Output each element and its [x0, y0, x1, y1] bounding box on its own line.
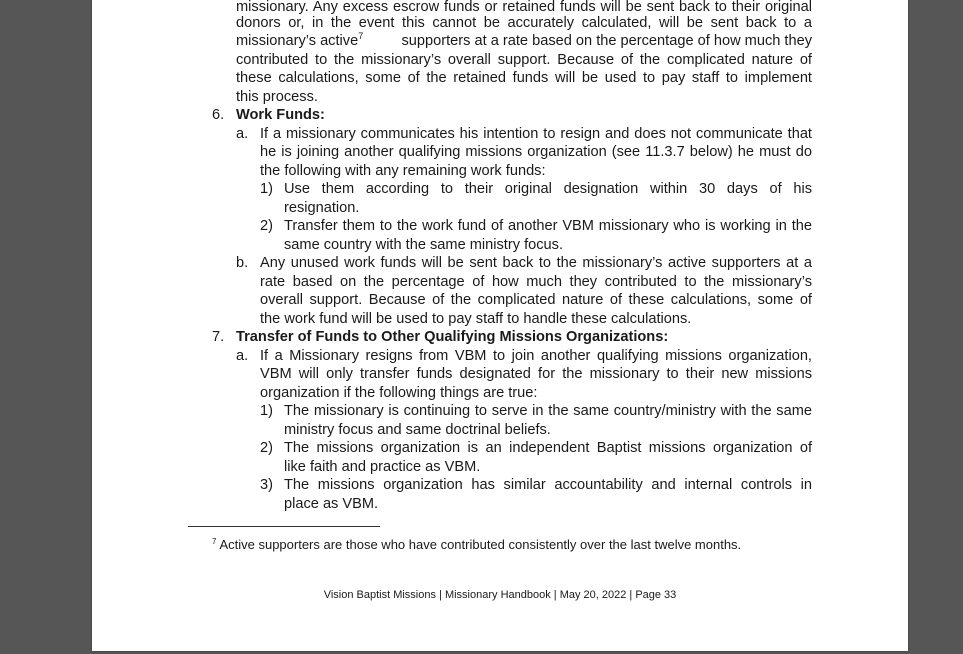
- text-line: same country with the same ministry focus.: [284, 237, 563, 253]
- section-heading: Work Funds:: [236, 107, 325, 123]
- footnote-separator: [188, 526, 380, 527]
- list-marker: a.: [236, 126, 249, 142]
- document-page: [92, 0, 908, 651]
- text-line: ministry focus and same doctrinal beliefs.: [284, 422, 551, 438]
- text-line: If a Missionary resigns from VBM to join another qualifying missions organization,: [260, 348, 812, 364]
- footnote-number: 7: [212, 536, 217, 546]
- text-line: place as VBM.: [284, 496, 379, 512]
- list-marker: 2): [260, 218, 273, 234]
- list-marker: 1): [260, 403, 273, 419]
- list-marker: 2): [260, 440, 273, 456]
- text-line: the work fund will be used to pay staff to handle these calculations.: [260, 311, 692, 327]
- footnote: [212, 536, 741, 555]
- text-line: donors or, in the event this cannot be accurately calculated, will be sent back to a: [236, 15, 812, 31]
- text-line: Use them according to their original designation within 30 days of his: [284, 181, 812, 197]
- text-line: organization if the following things are true:: [260, 385, 538, 401]
- section-heading: Transfer of Funds to Other Qualifying Missions Organizations:: [236, 329, 669, 345]
- text-line: like faith and practice as VBM.: [284, 459, 481, 475]
- list-number: 7.: [212, 329, 225, 345]
- text-line: The missionary is continuing to serve in the same country/ministry with the same: [284, 403, 812, 419]
- text-line: If a missionary communicates his intention to resign and does not communicate that: [260, 126, 812, 142]
- footnote-reference[interactable]: 7: [358, 31, 364, 42]
- text-line: overall support. Because of the complicated nature of these calculations, some of: [260, 292, 812, 308]
- text-line: these calculations, some of the retained funds will be used to pay staff to implement: [236, 70, 812, 86]
- text-segment: [236, 32, 363, 51]
- list-marker: b.: [236, 255, 249, 271]
- list-marker: 3): [260, 477, 273, 493]
- text-line: The missions organization is an independent Baptist missions organization of: [284, 440, 812, 456]
- text-line: Transfer them to the work fund of another VBM missionary who is working in the: [284, 218, 812, 234]
- text-line: Any unused work funds will be sent back to the missionary’s active supporters at a: [260, 255, 812, 271]
- footnote-text: Active supporters are those who have contributed consistently over the last twelve months.: [219, 537, 742, 552]
- text-line: the following with any remaining work funds:: [260, 163, 546, 179]
- text-segment: supporters at a rate based on the percentage of how much they: [401, 33, 812, 49]
- text-line: he is joining another qualifying missions organization (see 11.3.7 below) he must do: [260, 144, 812, 160]
- list-number: 6.: [212, 107, 225, 123]
- list-marker: 1): [260, 181, 273, 197]
- text-line: VBM will only transfer funds designated for the missionary to their new missions: [260, 366, 812, 382]
- list-marker: a.: [236, 348, 249, 364]
- text-line: [236, 32, 812, 51]
- text-line: missionary. Any excess escrow funds or retained funds will be sent back to their original: [236, 0, 812, 15]
- text-fragment: missionary’s active: [236, 33, 359, 49]
- text-line: contributed to the missionary’s overall support. Because of the complicated nature of: [236, 52, 812, 68]
- page-footer: Vision Baptist Missions | Missionary Handbook | May 20, 2022 | Page 33: [323, 589, 677, 601]
- text-line: rate based on the percentage of how much they contributed to the missionary’s: [260, 274, 812, 290]
- text-line: The missions organization has similar accountability and internal controls in: [284, 477, 812, 493]
- text-line: resignation.: [284, 200, 360, 216]
- text-line: this process.: [236, 89, 318, 105]
